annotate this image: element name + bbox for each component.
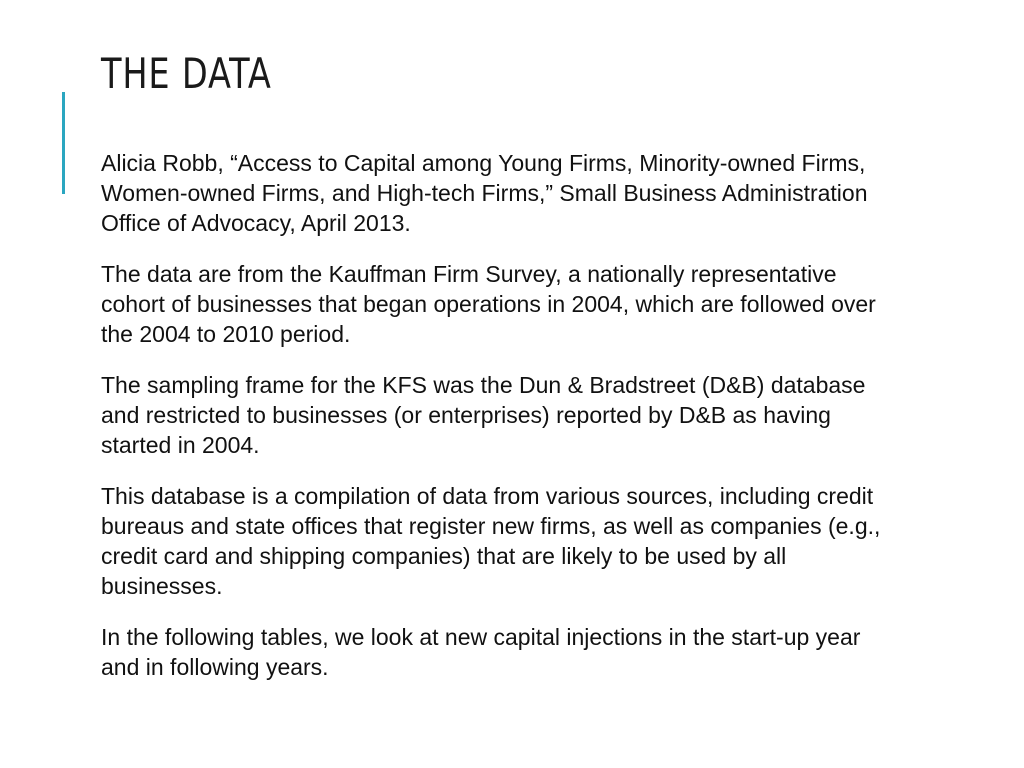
paragraph-following-tables: In the following tables, we look at new capital injections in the start-up year and in following years.: [101, 624, 861, 680]
paragraph-data-source: The data are from the Kauffman Firm Survey, a nationally representative cohort of businesses that began operations in 2004, which are followed over the 2004 to 2010 period.: [101, 261, 876, 347]
slide-title: THE DATA: [101, 49, 272, 98]
paragraph-database-description: This database is a compilation of data from various sources, including credit bureaus and state offices that register new firms, as well as companies (e.g., credit card and shipping companies) that are likely to be used by all businesses.: [101, 483, 881, 599]
paragraph-citation: Alicia Robb, “Access to Capital among Young Firms, Minority-owned Firms, Women-owned Firms, and High-tech Firms,” Small Business Administration Office of Advocacy, April 2013.: [101, 150, 868, 236]
title-accent-bar: [62, 92, 65, 194]
paragraph-sampling-frame: The sampling frame for the KFS was the Dun & Bradstreet (D&B) database and restricted to businesses (or enterprises) reported by D&B as having started in 2004.: [101, 372, 866, 458]
slide-body: [101, 148, 901, 703]
